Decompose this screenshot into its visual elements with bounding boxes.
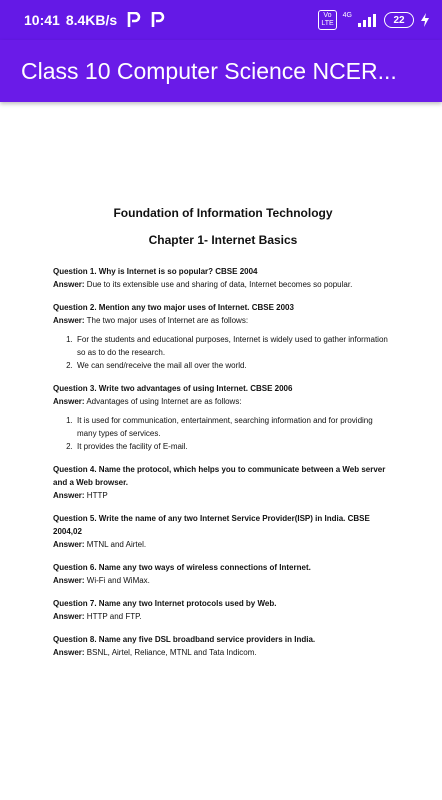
app-title: Class 10 Computer Science NCER...	[21, 57, 397, 84]
clock: 10:41	[24, 12, 60, 28]
answer-list	[53, 414, 393, 453]
answer-label: Answer:	[53, 316, 85, 325]
answer-body: The two major uses of Internet are as follows:	[84, 316, 249, 325]
qa-item-4	[53, 463, 393, 502]
answer-text	[53, 395, 393, 408]
document-page	[53, 205, 393, 669]
qa-item-7	[53, 597, 393, 623]
battery-level: 22	[393, 14, 405, 26]
chapter-title: Chapter 1- Internet Basics	[148, 233, 298, 247]
list-item: 1. It is used for communication, entertainment, searching information and for providing many types of services.	[75, 414, 393, 440]
qa-item-2	[53, 301, 393, 372]
answer-label: Answer:	[53, 491, 85, 500]
app-bar	[0, 40, 442, 102]
answer-body: Wi-Fi and WiMax.	[84, 576, 150, 585]
parking-app-icon-2	[151, 12, 165, 28]
answer-body: MTNL and Airtel.	[84, 540, 147, 549]
answer-text	[53, 314, 393, 327]
status-bar	[0, 0, 442, 40]
question-text: Question 8. Name any five DSL broadband service providers in India.	[53, 635, 316, 644]
answer-text	[53, 278, 393, 291]
answer-label: Answer:	[53, 540, 85, 549]
list-item: 1. For the students and educational purposes, Internet is widely used to gather information so as to do the research.	[75, 333, 393, 359]
answer-text	[53, 538, 393, 551]
status-right	[318, 10, 430, 30]
answer-body: Advantages of using Internet are as follows:	[84, 397, 242, 406]
volte-icon: Vo LTE	[318, 10, 336, 30]
question-text: Question 1. Why is Internet is so popular? CBSE 2004	[53, 267, 258, 276]
qa-item-1	[53, 265, 393, 291]
qa-item-8	[53, 633, 393, 659]
battery-icon	[384, 12, 414, 28]
document-heading: Foundation of Information Technology	[113, 206, 333, 220]
signal-icon	[358, 14, 378, 27]
list-item: 2. It provides the facility of E-mail.	[75, 440, 393, 453]
answer-body: HTTP and FTP.	[84, 612, 142, 621]
list-item: 2. We can send/receive the mail all over the world.	[75, 359, 393, 372]
question-text: Question 3. Write two advantages of using Internet. CBSE 2006	[53, 384, 293, 393]
status-left	[24, 12, 165, 28]
question-text: Question 7. Name any two Internet protocols used by Web.	[53, 599, 277, 608]
answer-body: HTTP	[84, 491, 108, 500]
answer-label: Answer:	[53, 648, 85, 657]
qa-item-5	[53, 512, 393, 551]
answer-label: Answer:	[53, 397, 85, 406]
parking-app-icon	[127, 12, 141, 28]
answer-text	[53, 646, 393, 659]
charging-icon	[420, 13, 430, 27]
answer-text	[53, 610, 393, 623]
answer-text	[53, 489, 393, 502]
qa-item-6	[53, 561, 393, 587]
answer-label: Answer:	[53, 280, 85, 289]
network-type-label: 4G	[342, 11, 352, 19]
question-text: Question 5. Write the name of any two Internet Service Provider(ISP) in India. CBSE 2004,02	[53, 514, 370, 536]
question-text: Question 2. Mention any two major uses of Internet. CBSE 2003	[53, 303, 294, 312]
qa-item-3	[53, 382, 393, 453]
network-speed: 8.4KB/s	[65, 12, 118, 28]
answer-label: Answer:	[53, 576, 85, 585]
answer-list	[53, 333, 393, 372]
question-text: Question 6. Name any two ways of wireless connections of Internet.	[53, 563, 311, 572]
answer-label: Answer:	[53, 612, 85, 621]
answer-body: BSNL, Airtel, Reliance, MTNL and Tata Indicom.	[84, 648, 257, 657]
answer-text	[53, 574, 393, 587]
answer-body: Due to its extensible use and sharing of data, Internet becomes so popular.	[84, 280, 353, 289]
question-text: Question 4. Name the protocol, which helps you to communicate between a Web server and a Web browser.	[53, 465, 386, 487]
